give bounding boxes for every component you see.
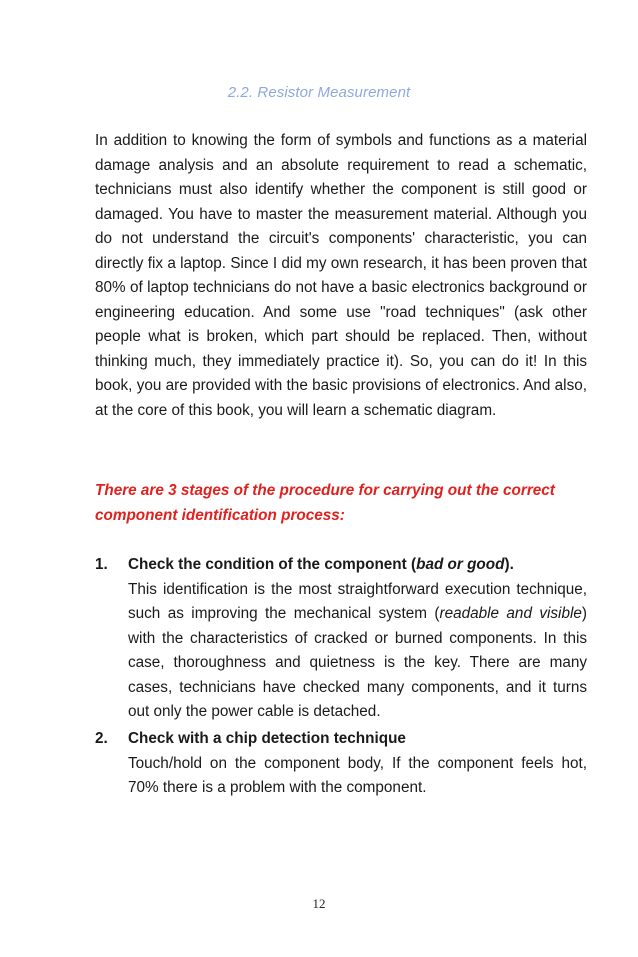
- step-number: 2.: [95, 730, 108, 747]
- step-body: Touch/hold on the component body, If the component feels hot, 70% there is a problem with the component.: [128, 754, 587, 796]
- step-item-2: [95, 727, 587, 801]
- stages-heading: There are 3 stages of the procedure for carrying out the correct component identification process:: [95, 482, 555, 524]
- step-title: Check with a chip detection technique: [128, 730, 406, 747]
- step-body-emphasis: readable and visible: [439, 605, 582, 622]
- step-body-text-a: This identification is the most straightforward execution technique, such as improving the mechanical system (: [128, 580, 587, 622]
- intro-paragraph: In addition to knowing the form of symbols and functions as a material damage analysis and an absolute requirement to read a schematic, technicians must also identify whether the component is still good or damaged. You have to master the measurement material. Although you do not understand the circuit's components' characteristic, you can directly fix a laptop. Since I did my own research, it has been proven that 80% of laptop technicians do not have a basic electronics background or engineering education. And some use "road techniques" (ask other people what is broken, which part should be replaced. Then, without thinking much, they immediately practice it). So, you can do it! In this book, you are provided with the basic provisions of electronics. And also, at the core of this book, you will learn a schematic diagram.: [95, 132, 587, 419]
- step-title: [128, 553, 587, 578]
- step-title-text: Check the condition of the component (: [128, 556, 417, 573]
- step-body: [128, 578, 587, 725]
- step-title-end: ).: [504, 556, 514, 573]
- step-item-1: [95, 553, 587, 725]
- step-body-text-b: ) with the characteristics of cracked or burned components. In this case, thoroughness and quietness is the key. There are many cases, technicians have checked many components, and it turns out only the power cable is detached.: [128, 605, 587, 720]
- step-title-emphasis: bad or good: [416, 556, 505, 573]
- section-heading: 2.2. Resistor Measurement: [227, 84, 411, 101]
- page-number: 12: [312, 896, 326, 911]
- step-number: 1.: [95, 556, 108, 573]
